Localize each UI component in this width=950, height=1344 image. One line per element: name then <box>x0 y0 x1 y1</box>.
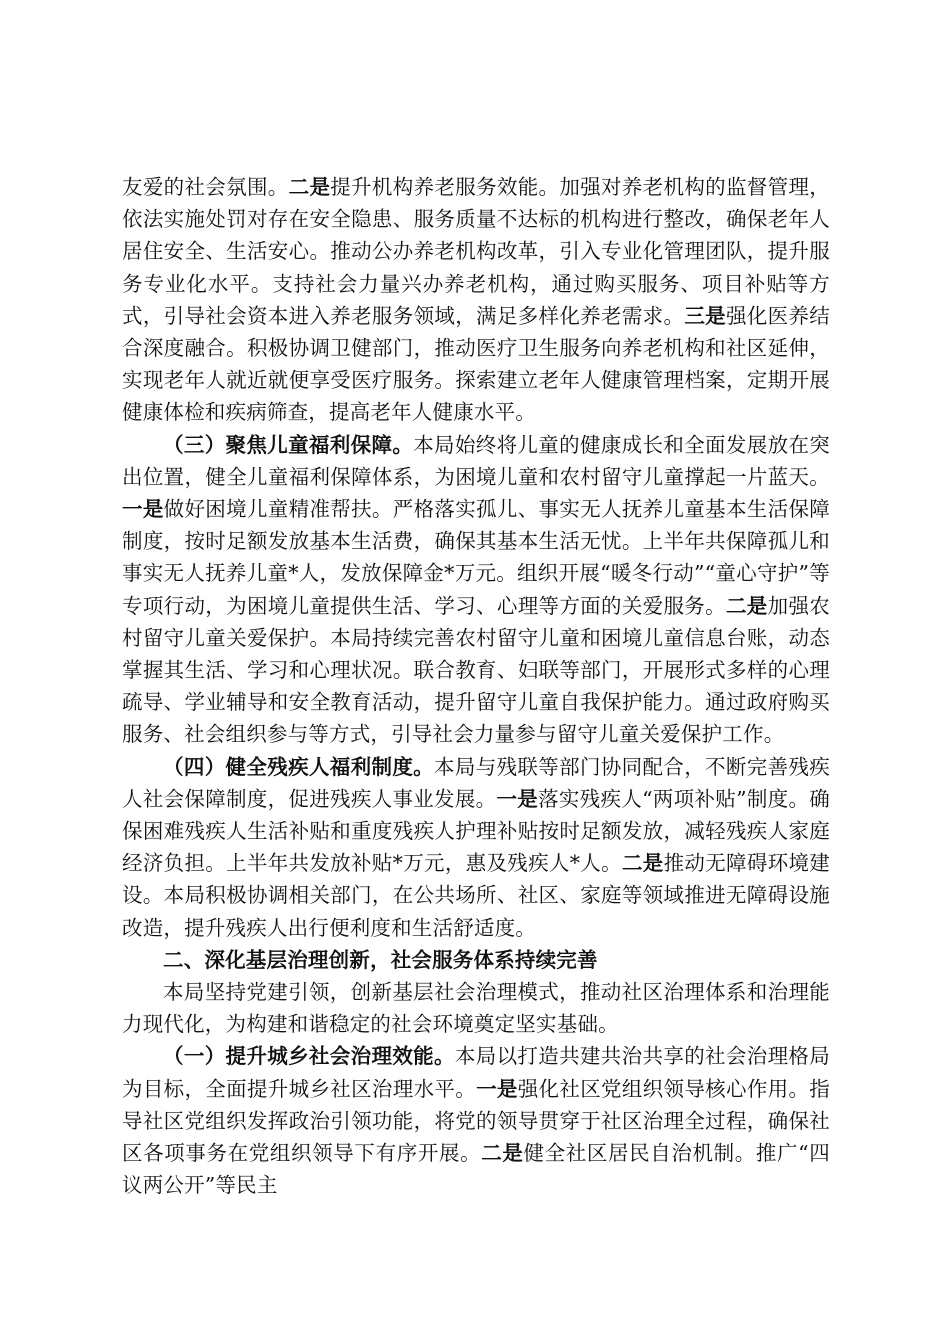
paragraph-disability-welfare <box>122 751 830 944</box>
bold-marker-second: 二是 <box>481 1141 524 1166</box>
paragraph-elderly-services <box>122 171 830 429</box>
section-heading-social-governance: （一）提升城乡社会治理效能。 <box>163 1044 455 1069</box>
paragraph-text: 推动无障碍环境建设。本局积极协调相关部门，在公共场所、社区、家庭等领域推进无障碍设施改造，提升残疾人出行便利度和生活舒适度。 <box>122 851 830 940</box>
paragraph-text: 加强农村留守儿童关爱保护。本局持续完善农村留守儿童和困境儿童信息台账，动态掌握其生活、学习和心理状况。联合教育、妇联等部门，开展形式多样的心理疏导、学业辅导和安全教育活动，提升留守儿童自我保护能力。通过政府购买服务、社会组织参与等方式，引导社会力量参与留守儿童关爱保护工作。 <box>122 593 830 747</box>
paragraph-text: 落实残疾人“两项补贴”制度。确保困难残疾人生活补贴和重度残疾人护理补贴按时足额发放，减轻残疾人家庭经济负担。上半年共发放补贴*万元，惠及残疾人*人。 <box>122 786 830 876</box>
document-body <box>122 171 830 1202</box>
paragraph-text: 强化社区党组织领导核心作用。指导社区党组织发挥政治引领功能，将党的领导贯穿于社区治理全过程，确保社区各项事务在党组织领导下有序开展。 <box>122 1076 830 1166</box>
bold-marker-second: 二是 <box>621 851 664 876</box>
section-heading-child-welfare: （三）聚焦儿童福利保障。 <box>163 432 414 457</box>
section-heading-disability-welfare: （四）健全残疾人福利制度。 <box>163 754 435 779</box>
paragraph-child-welfare <box>122 429 830 751</box>
paragraph-text: 健全社区居民自治机制。推广“四议两公开”等民主 <box>122 1141 830 1198</box>
paragraph-text: 做好困境儿童精准帮扶。严格落实孤儿、事实无人抚养儿童基本生活保障制度，按时足额发放基本生活费，确保其基本生活无忧。上半年共保障孤儿和事实无人抚养儿童*人，发放保障金*万元。组织开展“暖冬行动”“童心守护”等专项行动，为困境儿童提供生活、学习、心理等方面的关爱服务。 <box>122 497 830 618</box>
bold-marker-third: 三是 <box>684 303 726 328</box>
bold-marker-first: 一是 <box>476 1076 518 1101</box>
bold-marker-second: 二是 <box>725 593 768 618</box>
paragraph-governance-intro: 本局坚持党建引领，创新基层社会治理模式，推动社区治理体系和治理能力现代化，为构建和谐稳定的社会环境奠定坚实基础。 <box>122 980 830 1037</box>
bold-marker-first: 一是 <box>496 786 539 811</box>
paragraph-social-governance <box>122 1040 830 1201</box>
chapter-heading: 二、深化基层治理创新，社会服务体系持续完善 <box>163 947 598 972</box>
paragraph-text: 强化医养结合深度融合。积极协调卫健部门，推动医疗卫生服务向养老机构和社区延伸，实现老年人就近就便享受医疗服务。探索建立老年人健康管理档案，定期开展健康体检和疾病筛查，提高老年人健康水平。 <box>122 303 830 425</box>
bold-marker-first: 一是 <box>122 497 164 522</box>
paragraph-text: 友爱的社会氛围。 <box>122 175 289 199</box>
paragraph-text: 本局以打造共建共治共享的社会治理格局为目标，全面提升城乡社区治理水平。 <box>122 1044 830 1101</box>
bold-marker-second: 二是 <box>288 175 331 199</box>
paragraph-text: 提升机构养老服务效能。加强对养老机构的监督管理，依法实施处罚对存在安全隐患、服务质量不达标的机构进行整改，确保老年人居住安全、生活安心。推动公办养老机构改革，引入专业化管理团队，提升服务专业化水平。支持社会力量兴办养老机构，通过购买服务、项目补贴等方式，引导社会资本进入养老服务领域，满足多样化养老需求。 <box>122 175 830 328</box>
paragraph-text: 本局与残联等部门协同配合，不断完善残疾人社会保障制度，促进残疾人事业发展。 <box>122 754 830 811</box>
paragraph-text: 本局始终将儿童的健康成长和全面发展放在突出位置，健全儿童福利保障体系，为困境儿童和农村留守儿童撑起一片蓝天。 <box>122 432 831 489</box>
